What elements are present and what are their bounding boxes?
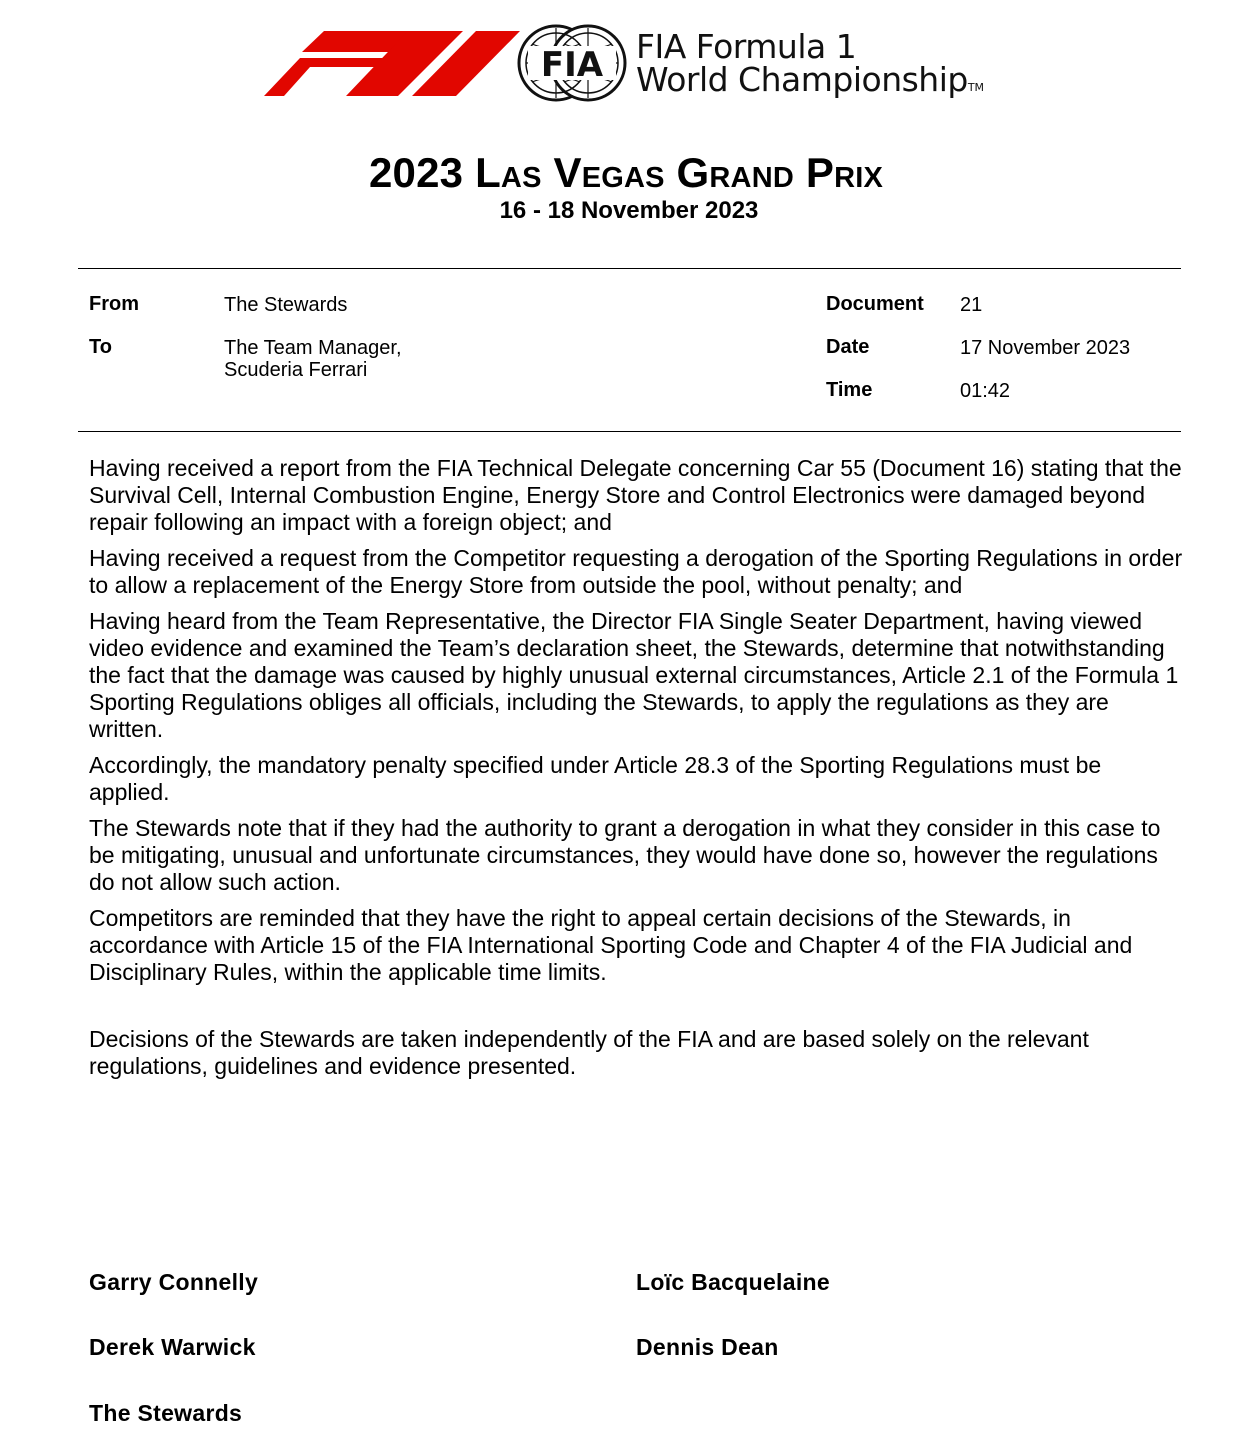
brand-line-2-text: World Championship [636,60,968,99]
steward-name-4: Dennis Dean [636,1334,779,1360]
event-title: 2023 Las Vegas Grand Prix [368,149,884,196]
date-value: 17 November 2023 [960,337,1131,359]
from-value: The Stewards [224,294,348,316]
brand-line-2 [636,60,985,104]
seal-text: FIA [540,45,604,85]
signature-footer: The Stewards [89,1400,243,1426]
paragraph-2: Having received a request from the Competitor requesting a derogation of the Sporting Regulations in order to allow a replacement of the Energy Store from outside the pool, without penalty; and [89,545,1183,598]
time-label: Time [826,379,873,401]
from-label: From [89,293,139,315]
brand-text [636,27,985,104]
fia-seal-icon [516,22,628,104]
steward-name-2: Loïc Bacquelaine [636,1269,830,1295]
decision-body [89,455,1184,995]
header-logo [258,22,1028,104]
event-dates: 16 - 18 November 2023 [499,197,759,224]
top-divider [78,268,1181,269]
disclaimer: Decisions of the Stewards are taken independently of the FIA and are based solely on the relevant regulations, guidelines and evidence presented. [89,1026,1089,1079]
to-value-line-1: The Team Manager, [224,337,402,359]
paragraph-3: Having heard from the Team Representative, the Director FIA Single Seater Department, having viewed video evidence and examined the Team’s declaration sheet, the Stewards, determine that notwithstanding the fact that the damage was caused by highly unusual external circumstances, Article 2.1 of the Formula 1 Sporting Regulations obliges all officials, including the Stewards, to apply the regulations as they are written. [89,608,1179,742]
steward-name-3: Derek Warwick [89,1334,256,1360]
paragraph-5: The Stewards note that if they had the authority to grant a derogation in what they consider in this case to be mitigating, unusual and unfortunate circumstances, they would have done so, however the regulations do not allow such action. [89,815,1161,895]
paragraph-4: Accordingly, the mandatory penalty specified under Article 28.3 of the Sporting Regulations must be applied. [89,752,1102,805]
brand-line-1: FIA Formula 1 [636,27,857,66]
paragraph-1: Having received a report from the FIA Technical Delegate concerning Car 55 (Document 16) stating that the Survival Cell, Internal Combustion Engine, Energy Store and Control Electronics were damaged beyond repair following an impact with a foreign object; and [89,455,1182,535]
f1-logo-icon [258,28,520,98]
steward-name-1: Garry Connelly [89,1269,259,1295]
paragraph-6: Competitors are reminded that they have the right to appeal certain decisions of the Stewards, in accordance with Article 15 of the FIA International Sporting Code and Chapter 4 of the FIA Judicial and Disciplinary Rules, within the applicable time limits. [89,905,1133,985]
to-value-line-2: Scuderia Ferrari [224,359,368,381]
trademark-symbol: TM [967,81,985,94]
document-value: 21 [960,294,983,316]
bottom-divider [78,431,1181,432]
document-label: Document [826,293,924,315]
date-label: Date [826,336,870,358]
time-value: 01:42 [960,380,1011,402]
to-label: To [89,336,112,358]
